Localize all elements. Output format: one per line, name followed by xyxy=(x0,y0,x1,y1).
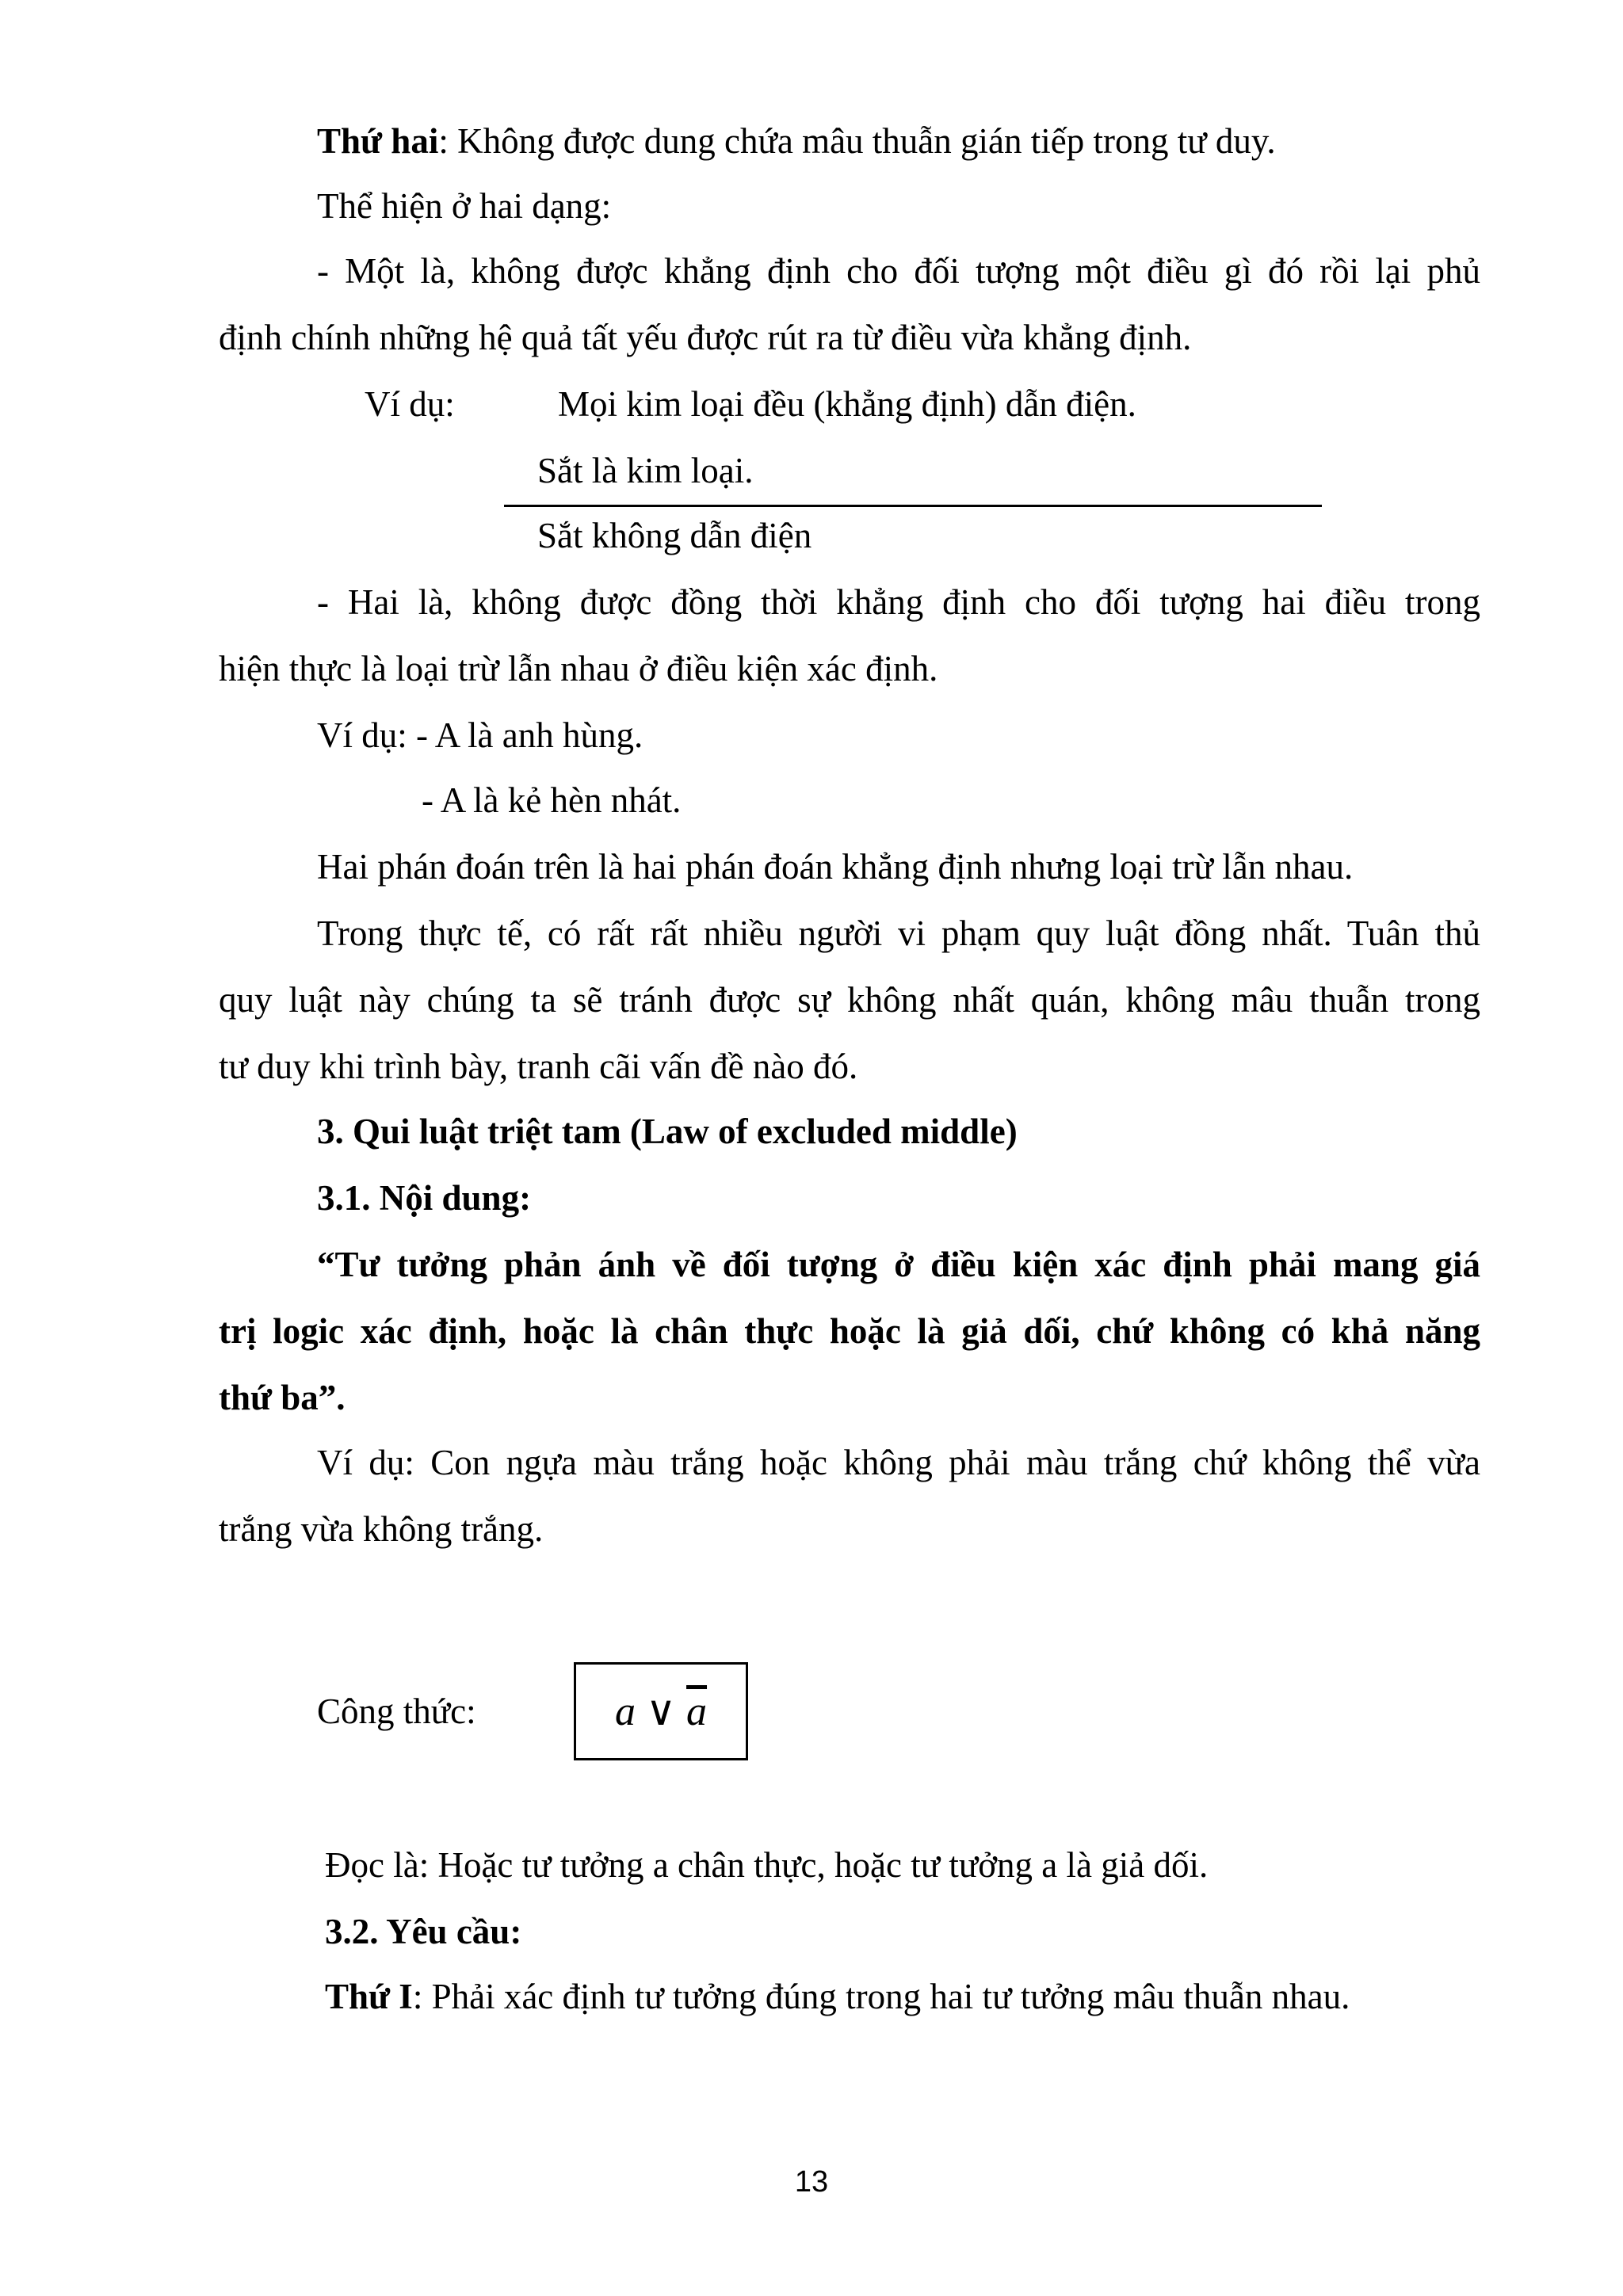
formula-variable: a xyxy=(614,1689,636,1734)
disjunction-symbol: ∨ xyxy=(645,1689,677,1734)
label-first: Thứ I xyxy=(325,1977,413,2016)
definition-line1: “Tư tưởng phản ánh về đối tượng ở điều kiện xác định phải mang giá xyxy=(317,1245,1480,1284)
text-second: : Không được dung chứa mâu thuẫn gián tiếp trong tư duy. xyxy=(438,121,1276,161)
paragraph-first-form-line1: - Một là, không được khẳng định cho đối tượng một điều gì đó rồi lại phủ xyxy=(317,251,1480,291)
definition-line2: trị logic xác định, hoặc là chân thực hoặc là giả dối, chứ không có khả năng xyxy=(219,1311,1480,1351)
paragraph-second-form-line1: - Hai là, không được đồng thời khẳng định cho đối tượng hai điều trong xyxy=(317,582,1480,622)
section-heading-3-2: 3.2. Yêu cầu: xyxy=(325,1912,522,1951)
paragraph-conclusion: Hai phán đoán trên là hai phán đoán khẳng định nhưng loại trừ lẫn nhau. xyxy=(317,847,1354,887)
paragraph-two-forms: Thể hiện ở hai dạng: xyxy=(317,186,612,226)
example3-line2: trắng vừa không trắng. xyxy=(219,1509,544,1549)
example2-line2: - A là kẻ hèn nhát. xyxy=(422,780,682,820)
definition-line3: thứ ba”. xyxy=(219,1378,346,1417)
paragraph-second-requirement xyxy=(317,119,1276,163)
example1-conclusion: Sắt không dẫn điện xyxy=(537,516,812,555)
example3-line1: Ví dụ: Con ngựa màu trắng hoặc không phải màu trắng chứ không thể vừa xyxy=(317,1443,1480,1482)
formula-expression xyxy=(576,1687,746,1737)
formula-label: Công thức: xyxy=(317,1691,476,1731)
label-second: Thứ hai xyxy=(317,121,439,161)
paragraph-second-form-line2: hiện thực là loại trừ lẫn nhau ở điều kiện xác định. xyxy=(219,649,938,688)
paragraph-practice-line3: tư duy khi trình bày, tranh cãi vấn đề nào đó. xyxy=(219,1047,858,1086)
paragraph-practice-line2: quy luật này chúng ta sẽ tránh được sự không nhất quán, không mâu thuẫn trong xyxy=(219,980,1480,1020)
paragraph-first-requirement xyxy=(325,1974,1350,2019)
formula-box xyxy=(574,1662,748,1760)
example1-premise-minor: Sắt là kim loại. xyxy=(537,451,754,490)
example1-premise-major: Mọi kim loại đều (khẳng định) dẫn điện. xyxy=(558,384,1136,424)
syllogism-line xyxy=(504,505,1322,507)
formula-reading: Đọc là: Hoặc tư tưởng a chân thực, hoặc tư tưởng a là giả dối. xyxy=(325,1845,1209,1885)
section-heading-3-1: 3.1. Nội dung: xyxy=(317,1178,532,1218)
example2-line1: Ví dụ: - A là anh hùng. xyxy=(317,715,643,755)
page-number: 13 xyxy=(794,2165,829,2199)
text-first: : Phải xác định tư tưởng đúng trong hai tư tưởng mâu thuẫn nhau. xyxy=(412,1977,1350,2016)
example1-label: Ví dụ: xyxy=(365,384,455,424)
formula-negated-variable: $\overline{a}$ xyxy=(686,1689,708,1734)
paragraph-practice-line1: Trong thực tế, có rất rất nhiều người vi phạm quy luật đồng nhất. Tuân thủ xyxy=(317,913,1480,953)
section-heading-3: 3. Qui luật triệt tam (Law of excluded middle) xyxy=(317,1112,1018,1151)
paragraph-first-form-line2: định chính những hệ quả tất yếu được rút ra từ điều vừa khẳng định. xyxy=(219,318,1192,357)
